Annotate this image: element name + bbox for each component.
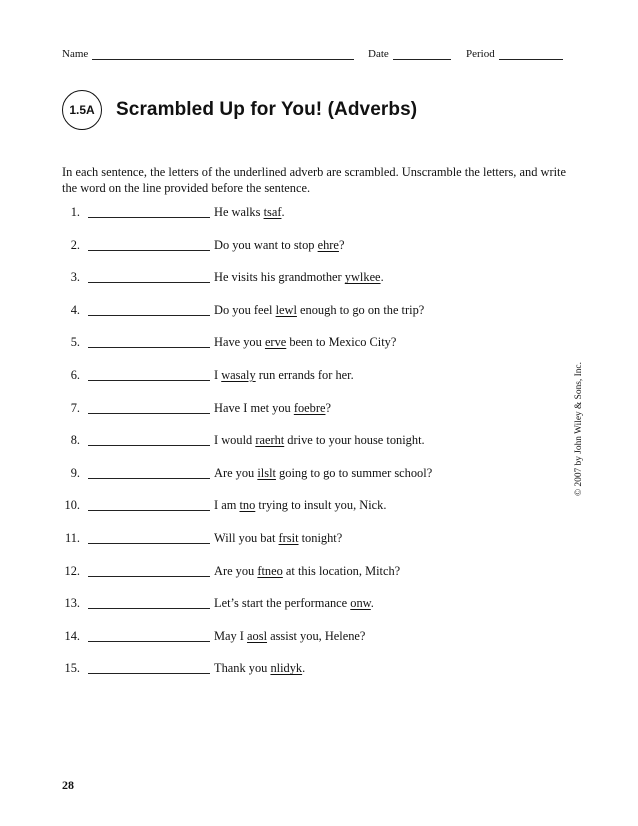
- sentence: [214, 237, 344, 253]
- scrambled-word: nlidyk: [270, 661, 303, 676]
- sentence: [214, 563, 400, 579]
- sentence: [214, 302, 424, 318]
- sentence-before: Let’s start the performance: [214, 596, 351, 611]
- sentence-after: trying to insult you, Nick.: [255, 498, 387, 513]
- item-number: 9.: [70, 465, 80, 480]
- answer-blank[interactable]: [88, 465, 210, 479]
- item-number: 2.: [70, 237, 80, 252]
- exercise-item: [62, 432, 522, 465]
- section-heading: [62, 90, 417, 130]
- sentence-before: He visits his grandmother: [214, 270, 345, 285]
- scrambled-word: onw: [350, 596, 371, 611]
- item-number: 14.: [64, 628, 80, 643]
- exercise-item: [62, 334, 522, 367]
- answer-blank[interactable]: [88, 497, 210, 511]
- answer-blank[interactable]: [88, 530, 210, 544]
- exercise-item: [62, 628, 522, 661]
- exercise-item: [62, 563, 522, 596]
- sentence-after: enough to go on the trip?: [296, 302, 425, 317]
- scrambled-word: foebre: [293, 400, 326, 415]
- item-number: 11.: [64, 530, 80, 545]
- name-field: [62, 48, 354, 60]
- sentence-after: assist you, Helene?: [267, 628, 366, 643]
- sentence-after: .: [370, 596, 374, 611]
- scrambled-word: wasaly: [221, 367, 256, 382]
- answer-blank[interactable]: [88, 432, 210, 446]
- item-number: 3.: [70, 270, 80, 285]
- sentence: [214, 400, 331, 416]
- sentence: [214, 204, 285, 220]
- sentence-before: Have you: [214, 335, 265, 350]
- exercise-item: [62, 400, 522, 433]
- item-number: 4.: [70, 302, 80, 317]
- answer-blank[interactable]: [88, 628, 210, 642]
- item-number: 7.: [70, 400, 80, 415]
- exercise-item: [62, 465, 522, 498]
- item-number: 10.: [64, 498, 80, 513]
- sentence-before: I am: [214, 498, 240, 513]
- exercise-item: [62, 530, 522, 563]
- exercise-item: [62, 595, 522, 628]
- sentence-after: run errands for her.: [255, 367, 354, 382]
- scrambled-word: tsaf: [263, 205, 282, 219]
- sentence-after: .: [302, 661, 306, 676]
- sentence: [214, 367, 354, 383]
- period-label: Period: [466, 48, 495, 60]
- exercise-item: [62, 302, 522, 335]
- sentence: [214, 530, 342, 546]
- exercise-item: [62, 497, 522, 530]
- answer-blank[interactable]: [88, 204, 210, 218]
- answer-blank[interactable]: [88, 237, 210, 251]
- copyright-notice: © 2007 by John Wiley & Sons, Inc.: [574, 362, 584, 496]
- sentence: [214, 497, 386, 513]
- answer-blank[interactable]: [88, 563, 210, 577]
- sentence: [214, 465, 432, 481]
- scrambled-word: lewl: [275, 302, 297, 317]
- sentence-after: tonight?: [298, 530, 343, 545]
- sentence-before: Are you: [214, 563, 258, 578]
- period-field: [466, 48, 563, 60]
- sentence: [214, 269, 384, 285]
- sentence: [214, 334, 396, 350]
- answer-blank[interactable]: [88, 400, 210, 414]
- answer-blank[interactable]: [88, 660, 210, 674]
- item-number: 8.: [70, 433, 80, 448]
- sentence-after: .: [281, 205, 285, 219]
- exercise-item: [62, 237, 522, 270]
- item-number: 13.: [64, 596, 80, 611]
- sentence: [214, 628, 365, 644]
- sentence-before: Do you want to stop: [214, 237, 318, 252]
- date-blank[interactable]: [393, 48, 451, 60]
- worksheet-header: [62, 48, 564, 64]
- instructions: In each sentence, the letters of the underlined adverb are scrambled. Unscramble the letters, and write the word on the line provided before the sentence.: [62, 165, 566, 195]
- exercise-item: [62, 204, 522, 237]
- scrambled-word: tno: [239, 498, 256, 513]
- section-badge: 1.5A: [62, 90, 102, 130]
- scrambled-word: erve: [264, 335, 287, 350]
- answer-blank[interactable]: [88, 269, 210, 283]
- date-field: [368, 48, 451, 60]
- scrambled-word: ilslt: [257, 465, 276, 480]
- item-number: 6.: [70, 367, 80, 382]
- period-blank[interactable]: [499, 48, 563, 60]
- sentence-after: been to Mexico City?: [286, 335, 397, 350]
- scrambled-word: ywlkee: [344, 270, 381, 285]
- answer-blank[interactable]: [88, 302, 210, 316]
- sentence-after: ?: [325, 400, 331, 415]
- scrambled-word: ehre: [317, 237, 339, 252]
- scrambled-word: raerht: [255, 433, 285, 448]
- sentence-before: Thank you: [214, 661, 271, 676]
- sentence-before: Will you bat: [214, 530, 279, 545]
- answer-blank[interactable]: [88, 595, 210, 609]
- sentence-before: I would: [214, 433, 256, 448]
- sentence: [214, 432, 425, 448]
- sentence-after: drive to your house tonight.: [284, 433, 425, 448]
- sentence-before: Are you: [214, 465, 258, 480]
- scrambled-word: aosl: [247, 628, 268, 643]
- exercise-item: [62, 367, 522, 400]
- answer-blank[interactable]: [88, 334, 210, 348]
- sentence: [214, 595, 374, 611]
- sentence-before: I: [214, 367, 222, 382]
- sentence-after: at this location, Mitch?: [282, 563, 401, 578]
- sentence-before: He walks: [214, 205, 264, 219]
- page-number: 28: [62, 778, 74, 792]
- item-number: 15.: [64, 661, 80, 676]
- exercise-item: [62, 660, 522, 693]
- exercise-item: [62, 269, 522, 302]
- item-number: 5.: [70, 335, 80, 350]
- sentence-before: May I: [214, 628, 248, 643]
- sentence-after: going to go to summer school?: [275, 465, 433, 480]
- exercise-list: [62, 204, 522, 693]
- answer-blank[interactable]: [88, 367, 210, 381]
- sentence-after: ?: [338, 237, 345, 252]
- name-label: Name: [62, 48, 89, 60]
- sentence-after: .: [380, 270, 384, 285]
- item-number: 12.: [64, 563, 80, 578]
- item-number: 1.: [70, 205, 80, 219]
- sentence: [214, 660, 305, 676]
- scrambled-word: ftneo: [257, 563, 283, 578]
- sentence-before: Do you feel: [214, 302, 276, 317]
- scrambled-word: frsit: [278, 530, 299, 545]
- date-label: Date: [368, 48, 389, 60]
- page-title: Scrambled Up for You! (Adverbs): [116, 99, 418, 120]
- sentence-before: Have I met you: [214, 400, 294, 415]
- name-blank[interactable]: [92, 48, 354, 60]
